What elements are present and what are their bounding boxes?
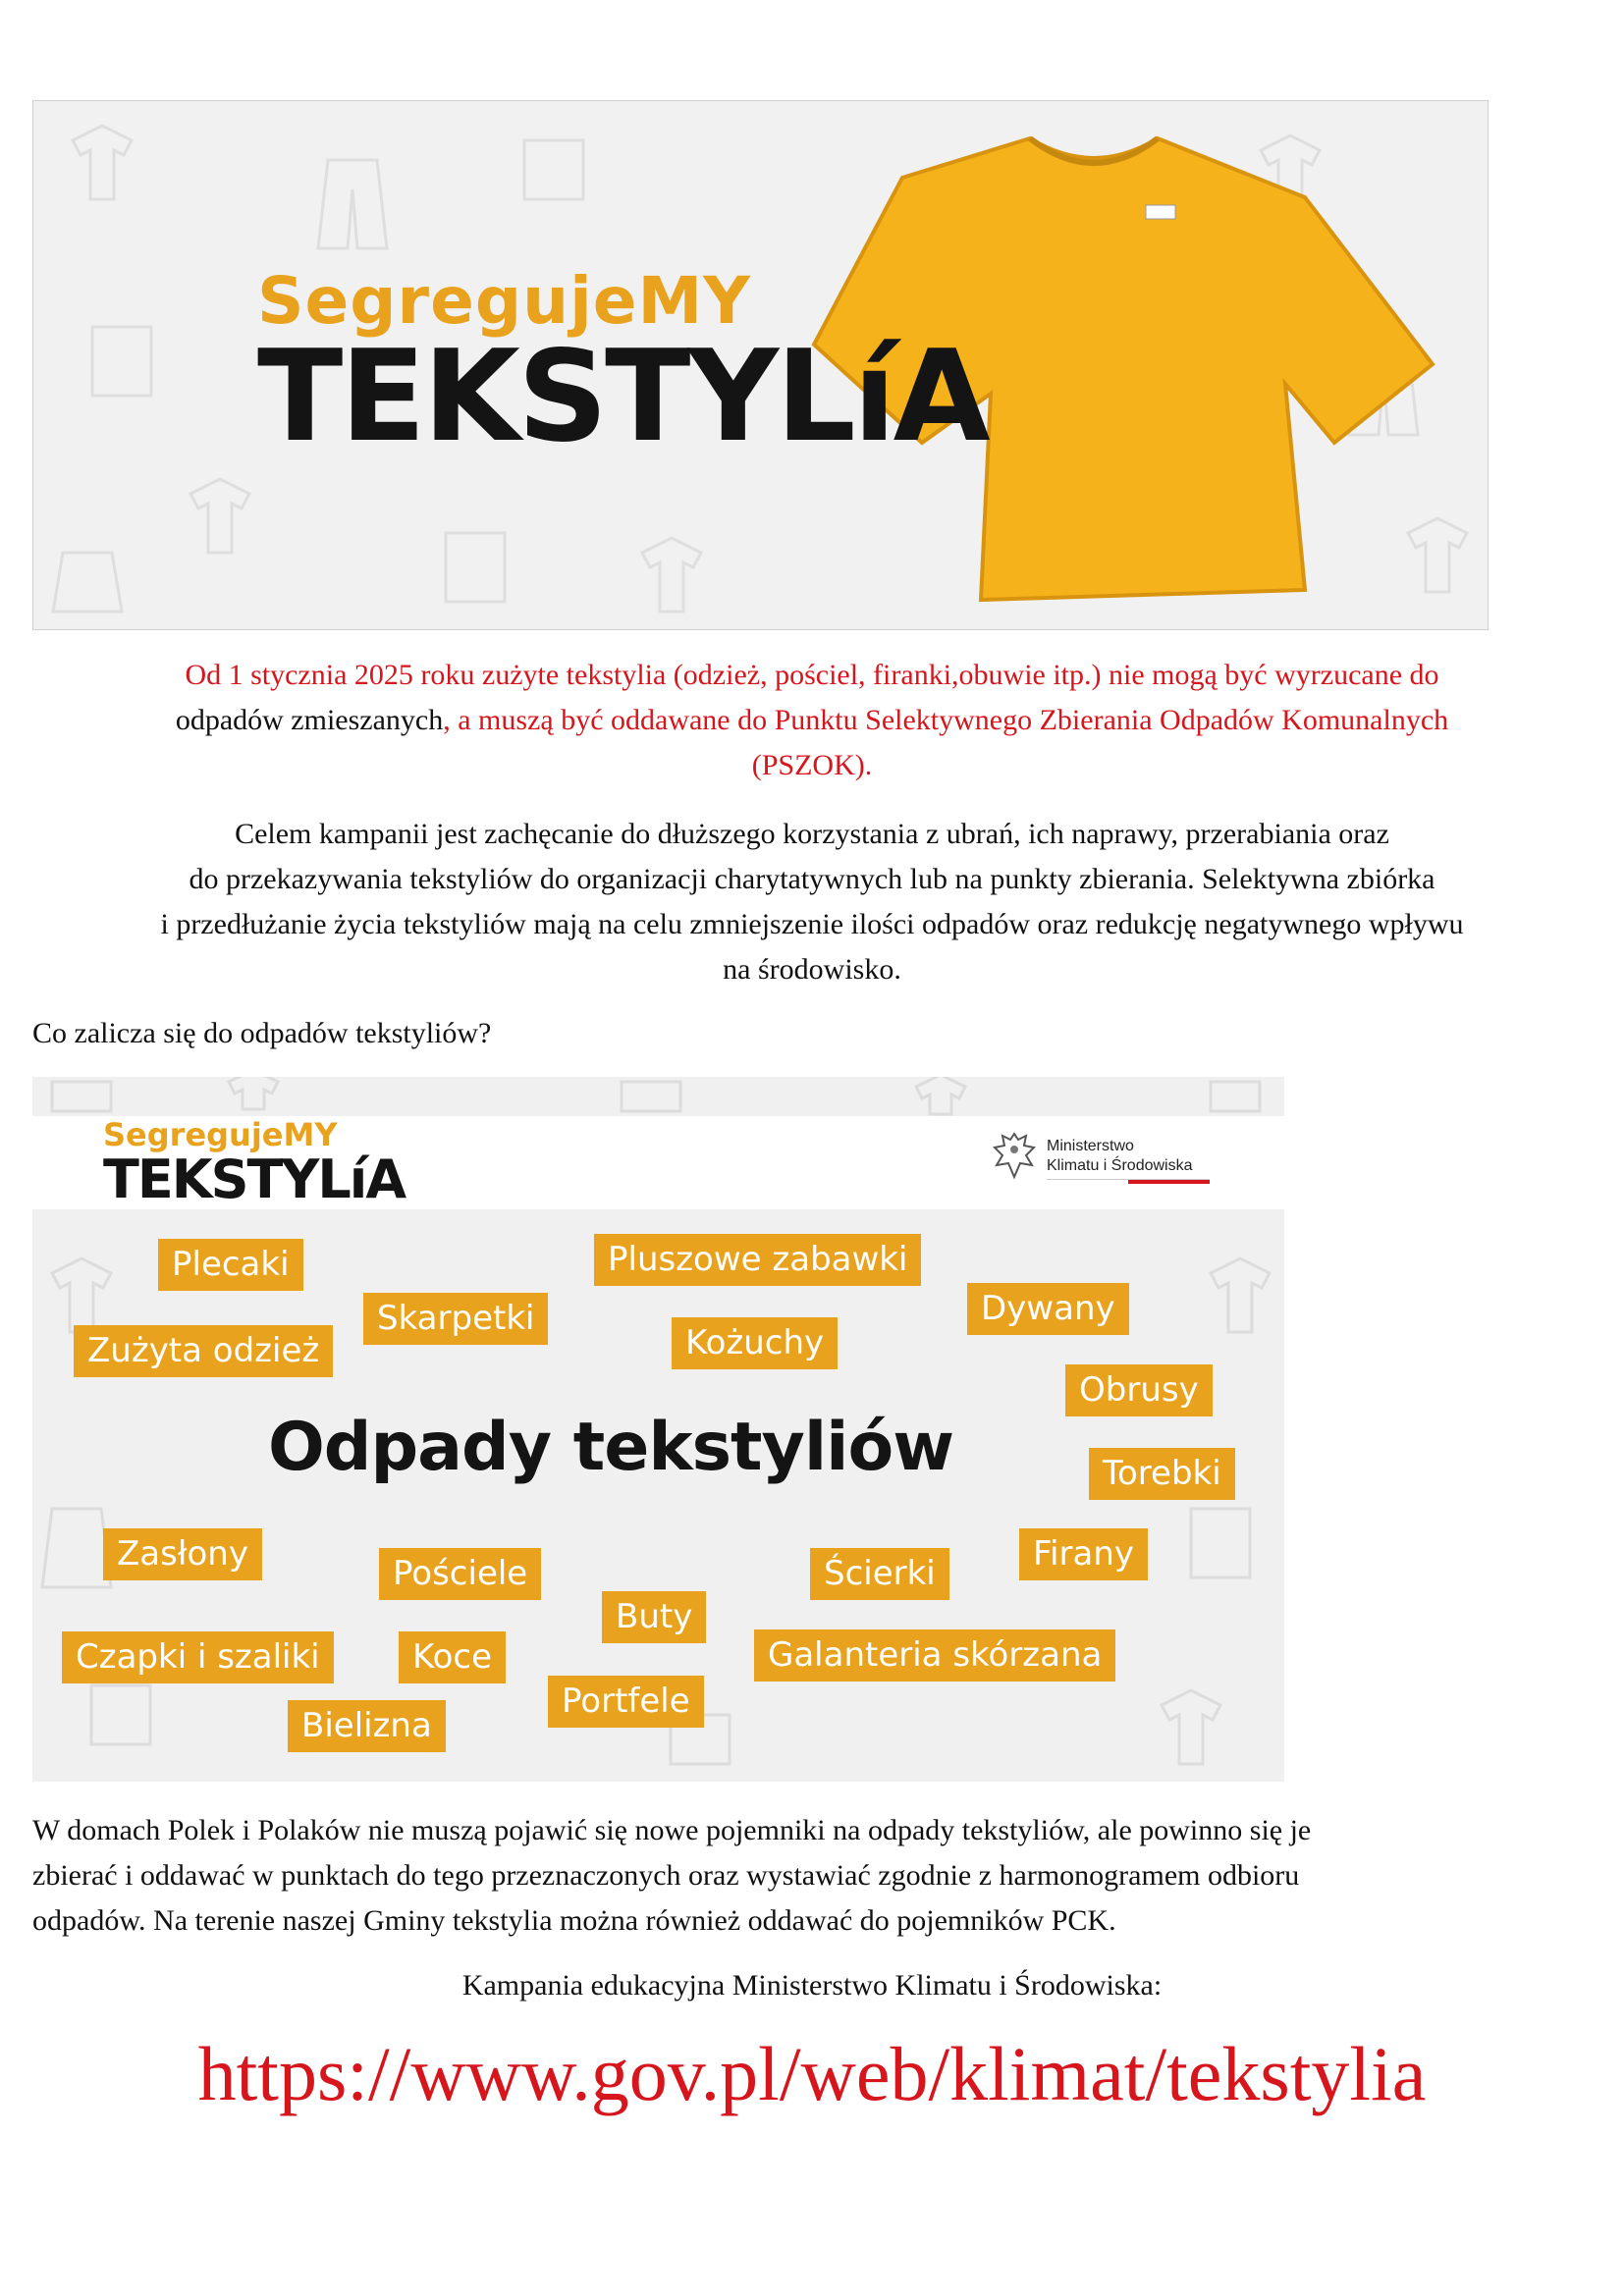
household-line1: W domach Polek i Polaków nie muszą pojawić się nowe pojemniki na odpady tekstyliów, ale powinno się je: [32, 1814, 1312, 1846]
campaign-url-link[interactable]: https://www.gov.pl/web/klimat/tekstylia: [197, 2031, 1427, 2116]
tag-koce: Koce: [399, 1631, 506, 1683]
tag-zuzyta-odziez: Zużyta odzież: [74, 1325, 333, 1377]
tag-bielizna: Bielizna: [288, 1700, 446, 1752]
tag-galanteria-skorzana: Galanteria skórzana: [754, 1629, 1115, 1682]
campaign-label: Kampania edukacyjna Ministerstwo Klimatu i Środowiska:: [461, 1969, 1163, 2002]
campaign-line4: na środowisko.: [723, 953, 901, 986]
intro-part3: , a muszą być oddawane do Punktu Selektywnego Zbierania Odpadów Komunalnych: [443, 704, 1449, 736]
infographic-title: Odpady tekstyliów: [268, 1409, 954, 1486]
tag-pluszowe-zabawki: Pluszowe zabawki: [594, 1234, 921, 1286]
ministry-name-line1: Ministerstwo: [1047, 1138, 1134, 1154]
campaign-line1: Celem kampanii jest zachęcanie do dłuższego korzystania z ubrań, ich naprawy, przerabiania oraz: [235, 818, 1389, 850]
question-heading: Co zalicza się do odpadów tekstyliów?: [32, 1017, 492, 1049]
tag-posciele: Pościele: [379, 1548, 541, 1600]
tag-czapki-i-szaliki: Czapki i szaliki: [62, 1631, 334, 1683]
textile-waste-infographic: [32, 1077, 1284, 1782]
tag-zaslony: Zasłony: [103, 1528, 262, 1580]
tag-obrusy: Obrusy: [1065, 1364, 1213, 1416]
household-paragraph: [32, 1808, 1592, 1944]
campaign-line2: do przekazywania tekstyliów do organizacji charytatywnych lub na punkty zbierania. Selektywna zbiórka: [189, 863, 1435, 895]
tag-firany: Firany: [1019, 1528, 1148, 1580]
intro-part4: (PSZOK).: [751, 749, 873, 781]
polish-flag-stripe: [1047, 1179, 1210, 1184]
ministry-logo: [990, 1128, 1225, 1187]
campaign-line3: i przedłużanie życia tekstyliów mają na celu zmniejszenie ilości odpadów oraz redukcję negatywnego wpływu: [160, 908, 1464, 940]
eagle-emblem-icon: [990, 1128, 1039, 1183]
banner-brand-top: SegregujeMY: [257, 263, 751, 339]
household-line2: zbierać i oddawać w punktach do tego przeznaczonych oraz wystawiać zgodnie z harmonogramem odbioru: [32, 1859, 1300, 1892]
intro-part2: odpadów zmieszanych: [175, 704, 444, 736]
banner-brand-word: TEKSTYLíA: [257, 324, 988, 470]
tag-buty: Buty: [602, 1591, 706, 1643]
tag-plecaki: Plecaki: [158, 1239, 303, 1291]
campaign-banner: [32, 100, 1489, 630]
tag-scierki: Ścierki: [810, 1548, 949, 1600]
tag-portfele: Portfele: [548, 1676, 704, 1728]
tag-torebki: Torebki: [1089, 1448, 1235, 1500]
household-line3: odpadów. Na terenie naszej Gminy tekstylia można również oddawać do pojemników PCK.: [32, 1904, 1116, 1937]
intro-part1: Od 1 stycznia 2025 roku zużyte tekstylia (odzież, pościel, firanki,obuwie itp.) nie mogą być wyrzucane do: [185, 659, 1439, 691]
tag-skarpetki: Skarpetki: [363, 1293, 548, 1345]
infographic-brand-top: SegregujeMY: [103, 1116, 338, 1153]
campaign-paragraph: [32, 812, 1592, 992]
tag-kozuchy: Kożuchy: [672, 1317, 838, 1369]
intro-paragraph: [32, 653, 1592, 788]
infographic-brand-word: TEKSTYLíA: [103, 1148, 406, 1210]
tag-dywany: Dywany: [967, 1283, 1129, 1335]
ministry-name-line2: Klimatu i Środowiska: [1047, 1157, 1193, 1174]
